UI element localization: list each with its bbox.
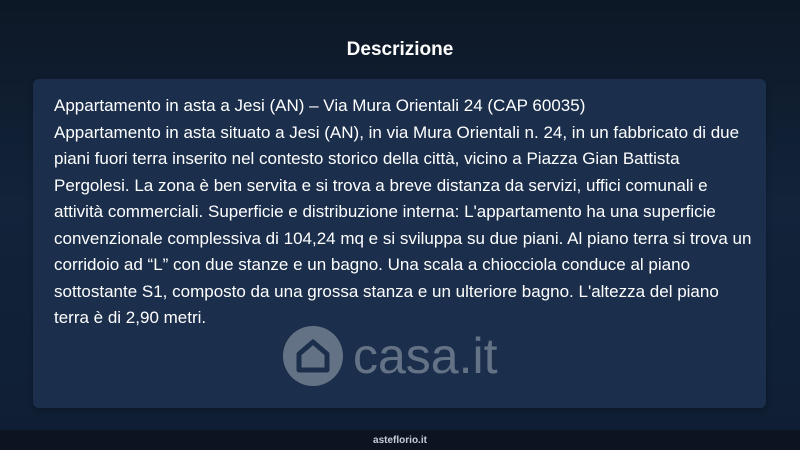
page-title: Descrizione <box>346 39 454 60</box>
footer-domain: asteflorio.it <box>373 435 427 446</box>
description-body: Appartamento in asta situato a Jesi (AN), in via Mura Orientali n. 24, in un fabbricato di due piani fuori terra inserito nel contesto storico della città, vicino a Piazza Gian Battista Pergolesi. La zona è ben servita e si trova a breve distanza da servizi, uffici comunali e attività commerciali. Superficie e distribuzione interna: L'appartamento ha una superficie convenzionale complessiva di 104,24 mq e si sviluppa su due piani. Al piano terra si trova un corridoio ad “L” con due stanze e un bagno. Una scala a chiocciola conduce al piano sottostante S1, composto da una grossa stanza e un ulteriore bagno. L'altezza del piano terra è di 2,90 metri. <box>54 122 752 327</box>
watermark-text: casa.it <box>353 328 498 384</box>
description-heading-line: Appartamento in asta a Jesi (AN) – Via Mura Orientali 24 (CAP 60035) <box>54 96 586 115</box>
description-text <box>54 93 754 332</box>
footer-bar <box>0 430 800 450</box>
